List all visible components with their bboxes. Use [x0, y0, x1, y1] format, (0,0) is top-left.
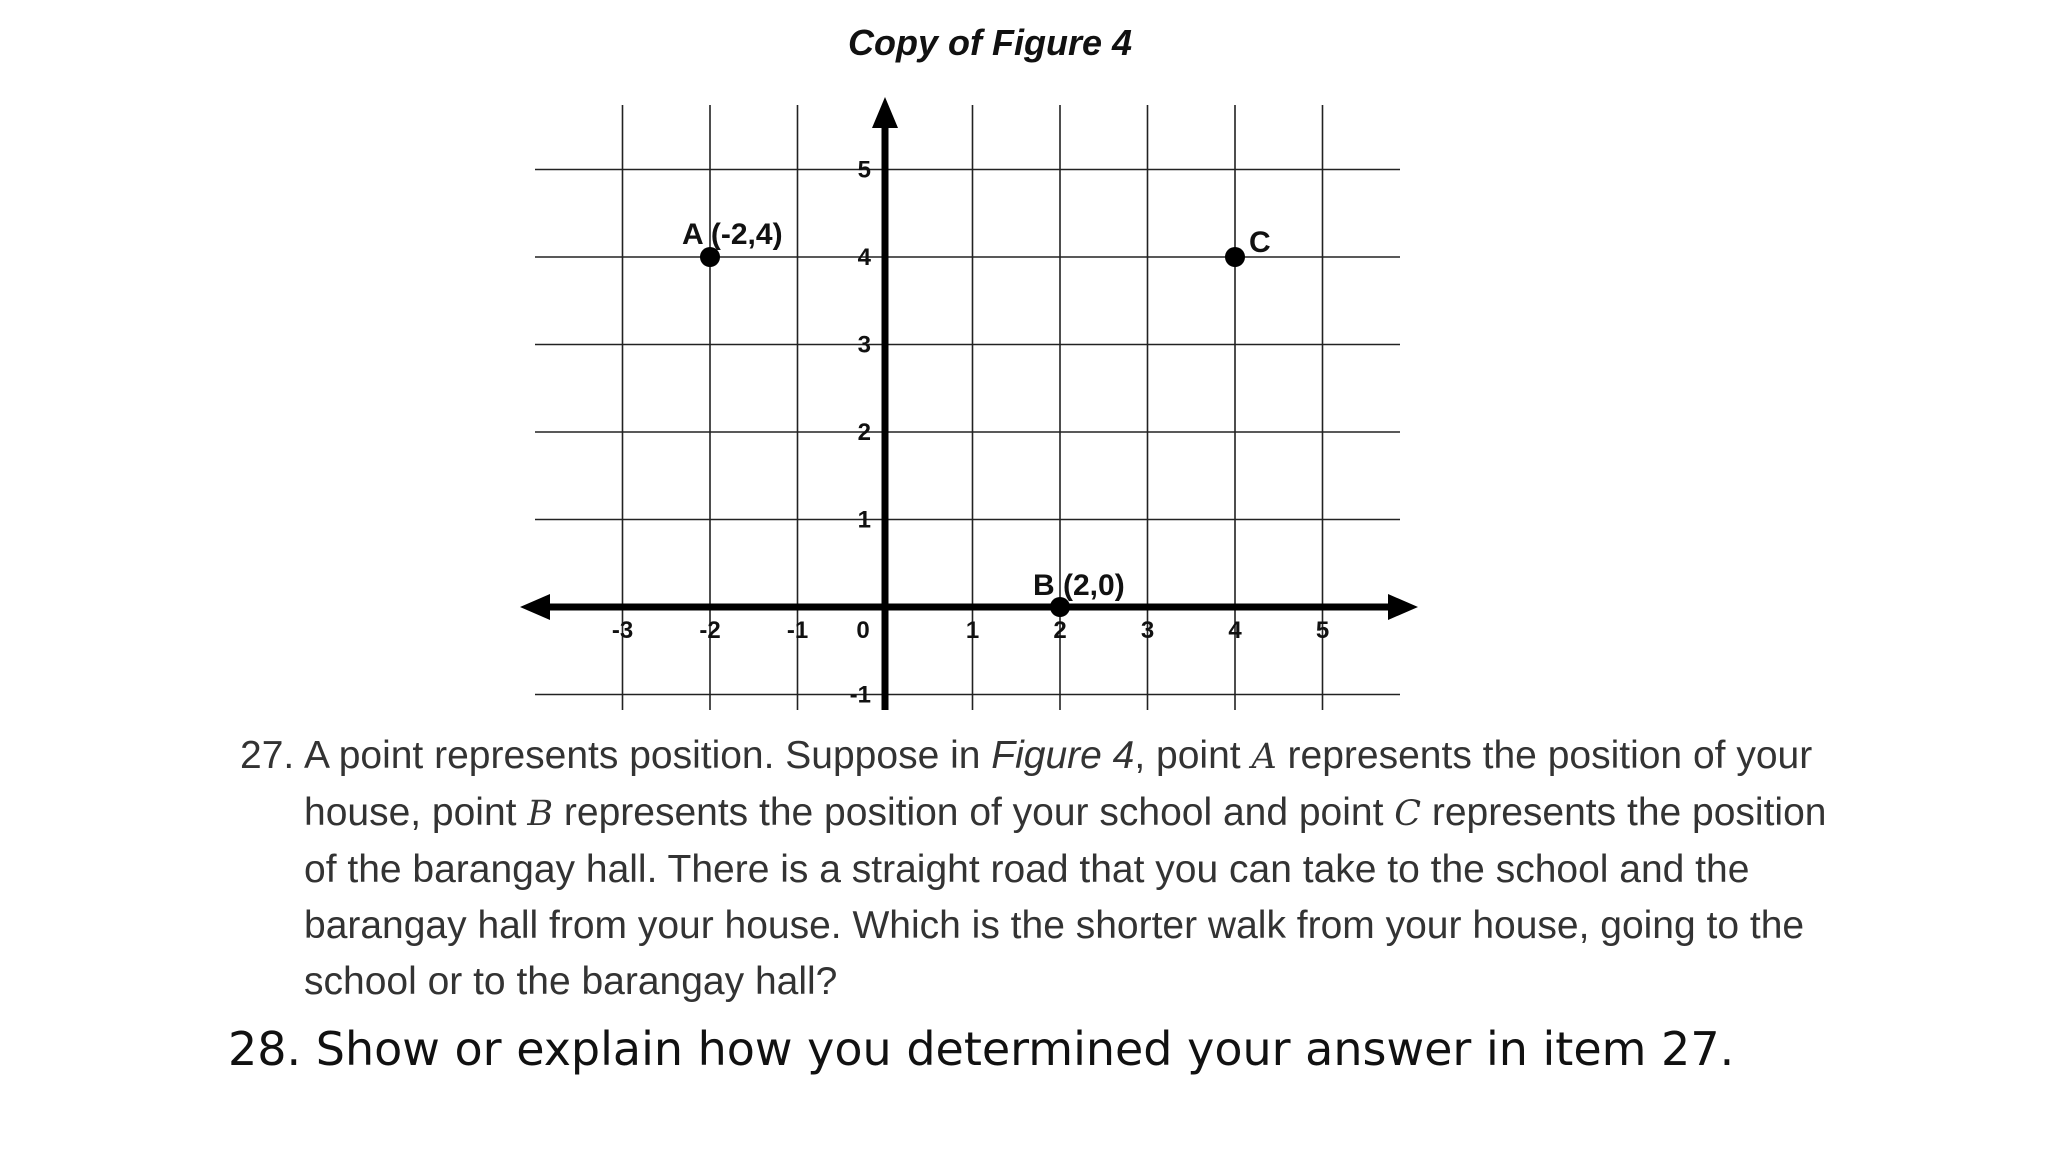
x-tick-label: 1 [965, 617, 980, 644]
y-tick-label: 4 [857, 244, 871, 271]
y-axis-arrow [872, 97, 898, 128]
point-c-label: C [1249, 226, 1271, 259]
x-tick-label: 4 [1228, 617, 1242, 644]
figure-reference: Figure 4 [991, 734, 1135, 777]
y-tick-label: 1 [857, 506, 871, 534]
x-tick-labels [612, 617, 1329, 644]
y-tick-label: 5 [857, 156, 871, 184]
question-28: 28. Show or explain how you determined your answer in item 27. [228, 1022, 1735, 1076]
x-tick-label: 0 [856, 617, 870, 644]
figure-title: Copy of Figure 4 [847, 22, 1132, 63]
var-a: A [1251, 737, 1277, 777]
x-tick-label: 3 [1140, 617, 1155, 644]
var-c: C [1394, 794, 1422, 834]
x-tick-label: -3 [611, 617, 634, 644]
point-b-label: B (2,0) [1033, 569, 1125, 602]
point-c [1225, 247, 1245, 267]
y-tick-label: -1 [849, 681, 871, 709]
var-b: B [527, 794, 554, 834]
question-27: 27. A point represents position. Suppose in Figure 4, point A represents the position of your house, point B represents the position of your school and point C represents the position of the barangay hall. There is a straight road that you can take to the school and the barangay hall from your house. Which is the shorter walk from your house, going to the school or to the barangay hall? [240, 728, 1840, 1010]
plotted-points [682, 218, 1271, 617]
point-a-label: A (-2,4) [682, 218, 783, 251]
x-axis-arrow-left [520, 594, 550, 620]
question-27-number: 27. [240, 734, 295, 777]
x-tick-label: -2 [699, 617, 721, 644]
y-tick-label: 3 [857, 331, 871, 359]
y-tick-label: 2 [857, 419, 871, 446]
x-tick-label: 5 [1315, 617, 1330, 644]
x-tick-label: 2 [1053, 617, 1067, 644]
x-tick-label: -1 [786, 617, 809, 644]
x-axis-arrow-right [1388, 594, 1418, 620]
